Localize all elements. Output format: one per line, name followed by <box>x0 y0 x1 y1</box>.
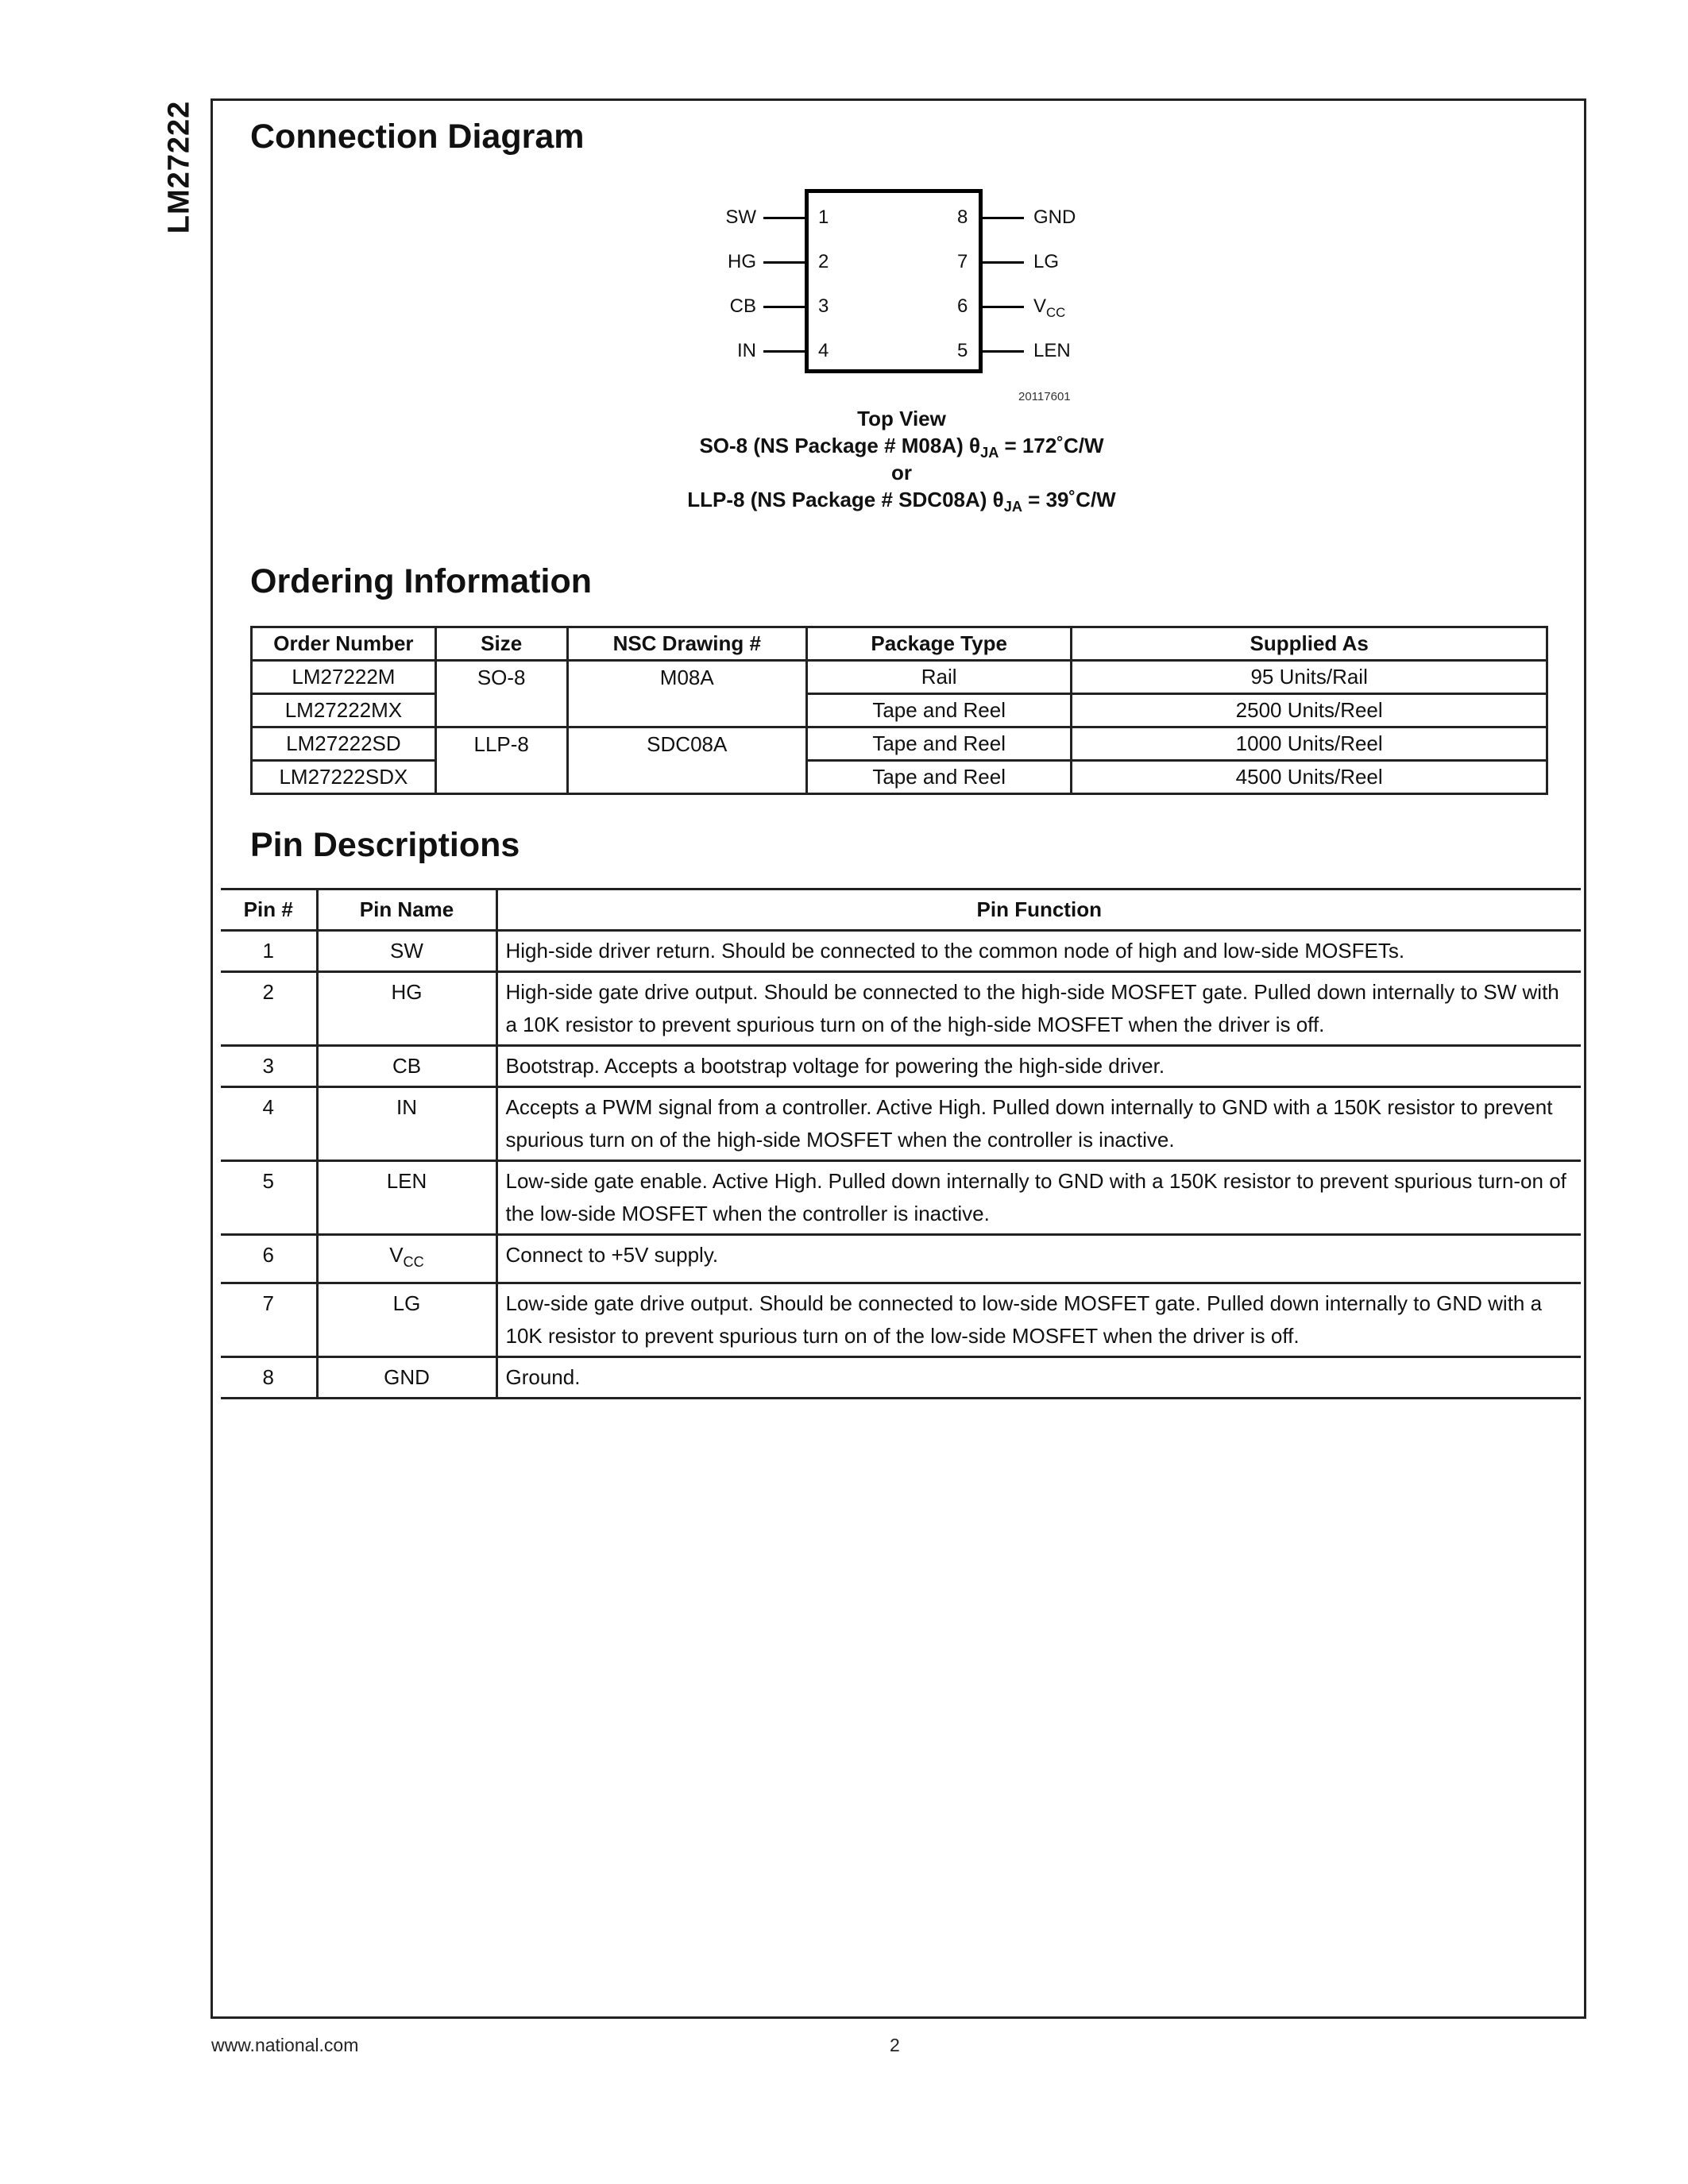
table-row <box>221 1161 1581 1235</box>
table-row <box>221 1235 1581 1283</box>
column-header: Order Number <box>252 627 436 661</box>
caption-or: or <box>891 461 912 484</box>
pin-name: LG <box>317 1283 496 1357</box>
footer-url[interactable]: www.national.com <box>211 2035 359 2055</box>
pin-function: High-side gate drive output. Should be connected to the high-side MOSFET gate. Pulled down internally to SW with a 10K resistor to prevent spurious turn on of the high-side MOSFET when the driver is off. <box>496 972 1581 1046</box>
pin-number: 4 <box>221 1087 317 1161</box>
nsc-drawing: SDC08A <box>567 727 806 761</box>
size <box>435 694 567 727</box>
pin-name: IN <box>317 1087 496 1161</box>
pin-number: 8 <box>221 1357 317 1399</box>
pin-name: CB <box>317 1046 496 1087</box>
table-row <box>252 661 1547 694</box>
caption-so8: SO-8 (NS Package # M08A) $\theta_{JA}$ = 172˚C/W <box>699 434 1104 461</box>
table-row <box>221 1087 1581 1161</box>
pin-descriptions-heading: Pin Descriptions <box>250 826 520 864</box>
column-header: Supplied As <box>1072 627 1547 661</box>
pin-lead <box>983 306 1024 308</box>
nsc-drawing: M08A <box>567 661 806 694</box>
side-tab-label: LM27222 <box>162 100 196 233</box>
order-number: LM27222MX <box>252 694 436 727</box>
pin-label-vcc: $V_{CC}$ <box>1033 295 1066 320</box>
pin-number: 1 <box>221 931 317 972</box>
pin-lead <box>983 350 1024 353</box>
pin-lead <box>763 350 805 353</box>
table-row <box>221 1046 1581 1087</box>
column-header: Pin # <box>221 889 317 931</box>
pin-number-7: 7 <box>957 251 968 272</box>
pin-number: 5 <box>221 1161 317 1235</box>
pin-label-sw: SW <box>725 206 756 228</box>
pin-label-cb: CB <box>729 295 756 317</box>
pin-lead <box>763 217 805 219</box>
table-row <box>221 1283 1581 1357</box>
table-row <box>221 931 1581 972</box>
order-number: LM27222SDX <box>252 761 436 794</box>
pin-lead <box>983 261 1024 264</box>
supplied-as: 4500 Units/Reel <box>1072 761 1547 794</box>
pin-function: High-side driver return. Should be connected to the common node of high and low-side MOSFETs. <box>496 931 1581 972</box>
size: SO-8 <box>435 661 567 694</box>
supplied-as: 2500 Units/Reel <box>1072 694 1547 727</box>
pin-lead <box>763 306 805 308</box>
pin-number: 2 <box>221 972 317 1046</box>
order-number: LM27222SD <box>252 727 436 761</box>
pin-lead <box>763 261 805 264</box>
nsc-drawing <box>567 694 806 727</box>
table-row <box>221 972 1581 1046</box>
size <box>435 761 567 794</box>
pin-lead <box>983 217 1024 219</box>
package-type: Tape and Reel <box>806 694 1071 727</box>
pin-descriptions-table <box>221 888 1581 1399</box>
table-row <box>221 1357 1581 1399</box>
caption-top-view: Top View <box>857 407 946 430</box>
figure-code: 20117601 <box>1018 390 1071 403</box>
pin-number: 6 <box>221 1235 317 1283</box>
pin-label-len: LEN <box>1033 340 1071 361</box>
pin-number-5: 5 <box>957 340 968 361</box>
pin-label-lg: LG <box>1033 251 1060 272</box>
pin-function: Low-side gate drive output. Should be connected to low-side MOSFET gate. Pulled down internally to GND with a 10K resistor to prevent spurious turn on of the low-side MOSFET when the driver is off. <box>496 1283 1581 1357</box>
pin-name: SW <box>317 931 496 972</box>
pin-number-3: 3 <box>818 295 829 317</box>
pin-label-in: IN <box>737 340 756 361</box>
pin-number-1: 1 <box>818 206 829 228</box>
pin-number-8: 8 <box>957 206 968 228</box>
pin-function: Connect to +5V supply. <box>496 1235 1581 1283</box>
pin-number-4: 4 <box>818 340 829 361</box>
table-header-row <box>221 889 1581 931</box>
nsc-drawing <box>567 761 806 794</box>
column-header: Package Type <box>806 627 1071 661</box>
pin-name: $V_{CC}$ <box>317 1235 496 1283</box>
pin-number: 3 <box>221 1046 317 1087</box>
pin-function: Ground. <box>496 1357 1581 1399</box>
pin-function: Low-side gate enable. Active High. Pulled down internally to GND with a 150K resistor to prevent spurious turn-on of the low-side MOSFET when the controller is inactive. <box>496 1161 1581 1235</box>
pin-function: Bootstrap. Accepts a bootstrap voltage for powering the high-side driver. <box>496 1046 1581 1087</box>
package-type: Rail <box>806 661 1071 694</box>
pin-label-gnd: GND <box>1033 206 1076 228</box>
size: LLP-8 <box>435 727 567 761</box>
ordering-information-heading: Ordering Information <box>250 562 592 600</box>
order-number: LM27222M <box>252 661 436 694</box>
pin-name: HG <box>317 972 496 1046</box>
pin-name: LEN <box>317 1161 496 1235</box>
column-header: Pin Name <box>317 889 496 931</box>
table-header-row <box>252 627 1547 661</box>
column-header: NSC Drawing # <box>567 627 806 661</box>
supplied-as: 1000 Units/Reel <box>1072 727 1547 761</box>
pin-number-6: 6 <box>957 295 968 317</box>
column-header: Pin Function <box>496 889 1581 931</box>
column-header: Size <box>435 627 567 661</box>
package-body <box>805 189 983 373</box>
page-number: 2 <box>890 2035 900 2055</box>
pin-number-2: 2 <box>818 251 829 272</box>
pin-label-hg: HG <box>728 251 756 272</box>
connection-diagram-heading: Connection Diagram <box>250 118 585 156</box>
package-type: Tape and Reel <box>806 761 1071 794</box>
package-type: Tape and Reel <box>806 727 1071 761</box>
supplied-as: 95 Units/Rail <box>1072 661 1547 694</box>
pin-number: 7 <box>221 1283 317 1357</box>
table-row <box>252 727 1547 761</box>
table-row <box>252 694 1547 727</box>
table-row <box>252 761 1547 794</box>
pin-function: Accepts a PWM signal from a controller. Active High. Pulled down internally to GND with a 150K resistor to prevent spurious turn on of the high-side MOSFET when the controller is inactive. <box>496 1087 1581 1161</box>
caption-llp8: LLP-8 (NS Package # SDC08A) $\theta_{JA}$ = 39˚C/W <box>687 488 1116 515</box>
ordering-table <box>250 626 1548 795</box>
side-tab-part-number <box>156 100 203 233</box>
pin-name: GND <box>317 1357 496 1399</box>
